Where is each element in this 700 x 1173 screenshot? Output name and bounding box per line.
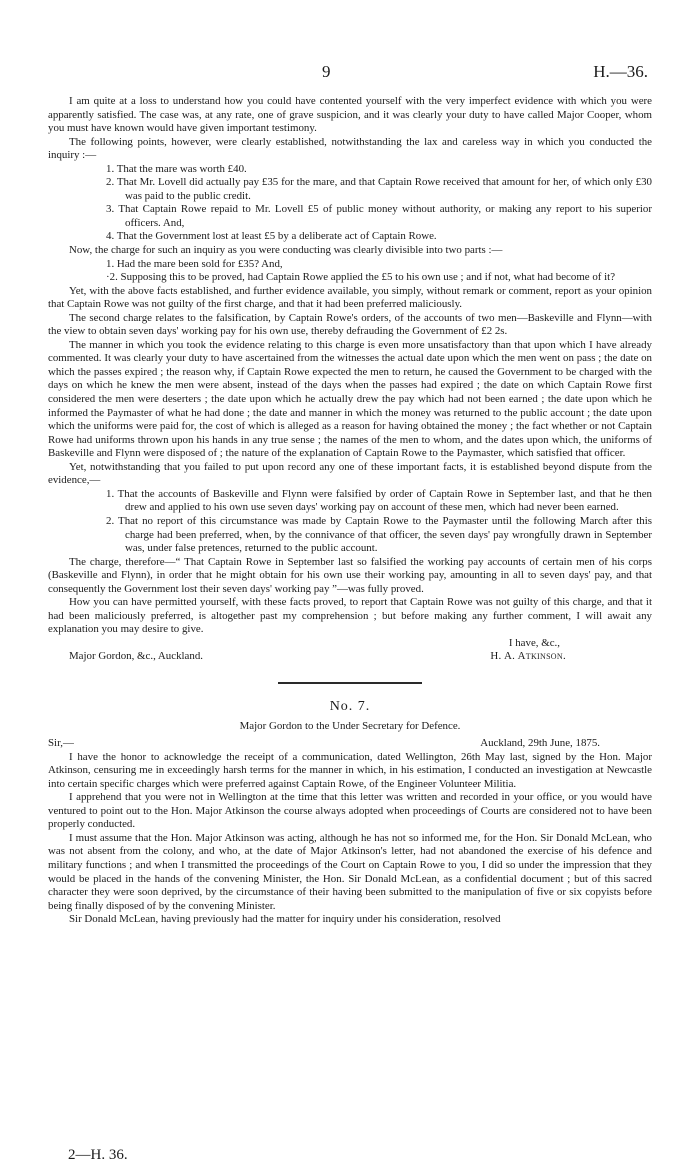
paragraph: Yet, with the above facts established, and further evidence available, you simply, without remark or comment, report as your opinion that Captain Rowe was not guilty of the first charge, and that it had been preferred maliciously.	[48, 284, 652, 311]
place-date: Auckland, 29th June, 1875.	[480, 737, 600, 750]
list-item: 1. Had the mare been sold for £35? And,	[106, 257, 283, 270]
paragraph: I have the honor to acknowledge the receipt of a communication, dated Wellington, 26th May last, signed by the Hon. Major Atkinson, censuring me in exceedingly harsh terms for the manner in which, in his estimation, I conducted an investigation at Newcastle into certain specific charges which were preferred against Captain Rowe, of the Engineer Volunteer Militia.	[48, 750, 652, 790]
page-header	[0, 62, 700, 82]
document-reference: H.—36.	[593, 62, 648, 81]
page-number: 9	[322, 62, 331, 81]
paragraph: How you can have permitted yourself, with these facts proved, to report that Captain Rowe was not guilty of this charge, and that it had been maliciously preferred, is altogether past my comprehension ; but before making any further comment, I will await any explanation you may desire to give.	[48, 596, 652, 636]
paragraph: The following points, however, were clearly established, notwithstanding the lax and careless way in which you conducted the inquiry :—	[48, 135, 652, 162]
list-item: 2. That Mr. Lovell did actually pay £35 for the mare, and that Captain Rowe received that amount for her, of which only £30 was paid to the public credit.	[106, 176, 652, 202]
signature-row	[48, 650, 652, 664]
paragraph: The manner in which you took the evidence relating to this charge is even more unsatisfactory than that upon which I have already commented. It was clearly your duty to have ascertained from the witnesses the actual date upon which the men went on pass ; the date on which the passes expired ; the reason why, if Captain Rowe expected the men to return, he caused the Government to be charged with the days on which he knew the men were absent, instead of the days when the passes had expired ; the date on which Captain Rowe first considered the men were deserters ; the date upon which he actually drew the pay which had not been earned ; the date upon which he informed the Paymaster of what he had done ; the date and manner in which the money was returned to the public account ; the date upon which the uniforms were paid for, the cost of which is alleged as a reason for having obtained the money ; the fact whether or not Captain Rowe had uniforms thrown upon his hands in any true sense ; the names of the men to whom, and the dates upon which, the uniforms of Baskeville and Flynn were disposed of ; the nature of the explanation of Captain Rowe to the Paymaster, which satisfied that officer.	[48, 338, 652, 460]
addressee: Major Gordon, &c., Auckland.	[69, 650, 203, 663]
paragraph: The second charge relates to the falsification, by Captain Rowe's orders, of the accounts of two men—Baskeville and Flynn—with the view to obtain seven days' working pay for his own use, thereby defrauding the Government of £2 2s.	[48, 311, 652, 338]
paragraph: Yet, notwithstanding that you failed to put upon record any one of these important facts, it is established beyond dispute from the evidence,—	[48, 460, 652, 487]
paragraph: Sir Donald McLean, having previously had the matter for inquiry under his consideration, resolved	[69, 913, 501, 926]
letter-title: Major Gordon to the Under Secretary for Defence.	[239, 719, 461, 732]
section-heading: No. 7.	[329, 698, 371, 714]
paragraph: The charge, therefore—“ That Captain Rowe in September last so falsified the working pay accounts of certain men of his corps (Baskeville and Flynn), in order that he might obtain for his own use their working pay, amounting in all to seven days' pay, and that consequently the Government lost their seven days' working pay ”—was fully proved.	[48, 555, 652, 595]
body-text	[48, 95, 652, 927]
list-item: 1. That the accounts of Baskeville and Flynn were falsified by order of Captain Rowe in September last, and that he then drew and applied to his own use seven days' working pay on account of these men, which had never been earned.	[106, 487, 652, 514]
list-item: ·2. Supposing this to be proved, had Captain Rowe applied the £5 to his own use ; and if not, what had become of it?	[106, 271, 616, 284]
paragraph: Now, the charge for such an inquiry as you were conducting was clearly divisible into two parts :—	[69, 244, 503, 257]
paragraph: I am quite at a loss to understand how you could have contented yourself with the very imperfect evidence with which you were apparently satisfied. The case was, at any rate, one of grave suspicion, and it was clearly your duty to have called Major Cooper, whom you must have known would have given important testimony.	[48, 95, 652, 135]
list-item: 2. That no report of this circumstance was made by Captain Rowe to the Paymaster until the following March after this charge had been preferred, when, by the connivance of that officer, the seven days' pay wrongfully drawn in September was, under false pretences, returned to the public account.	[106, 514, 652, 555]
signatory: H. A. Atkinson.	[490, 650, 566, 663]
closing: I have, &c.,	[508, 636, 560, 649]
list-item: 3. That Captain Rowe repaid to Mr. Lovell £5 of public money without authority, or making any report to his superior officers. And,	[106, 203, 652, 229]
list-item: 1. That the mare was worth £40.	[106, 162, 247, 175]
footer-signature-mark: 2—H. 36.	[68, 1147, 128, 1163]
paragraph: I apprehend that you were not in Wellington at the time that this letter was written and recorded in your office, or you would have ventured to point out to the Hon. Major Atkinson the course always adopted when proceedings of Courts are considered not to have been properly conducted.	[48, 791, 652, 831]
paragraph: I must assume that the Hon. Major Atkinson was acting, although he has not so informed me, for the Hon. Sir Donald McLean, who was not absent from the colony, and who, at the date of Major Atkinson's letter, had not abandoned the exercise of his defence and military functions ; and when I transmitted the proceedings of the Court on Captain Rowe to you, I did so under the impression that they would be placed in the hands of the convening Minister, the Hon. Sir Donald McLean, as a confidential document ; but of this sacred character they were soon deprived, by the circumstance of their having been submitted to the manipulation of five or six copyists before being finally disposed of by the convening Minister.	[48, 831, 652, 912]
list-item: 4. That the Government lost at least £5 by a deliberate act of Captain Rowe.	[106, 230, 437, 243]
section-divider	[278, 682, 422, 684]
salutation: Sir,—	[48, 737, 74, 750]
salutation-row	[48, 737, 652, 751]
